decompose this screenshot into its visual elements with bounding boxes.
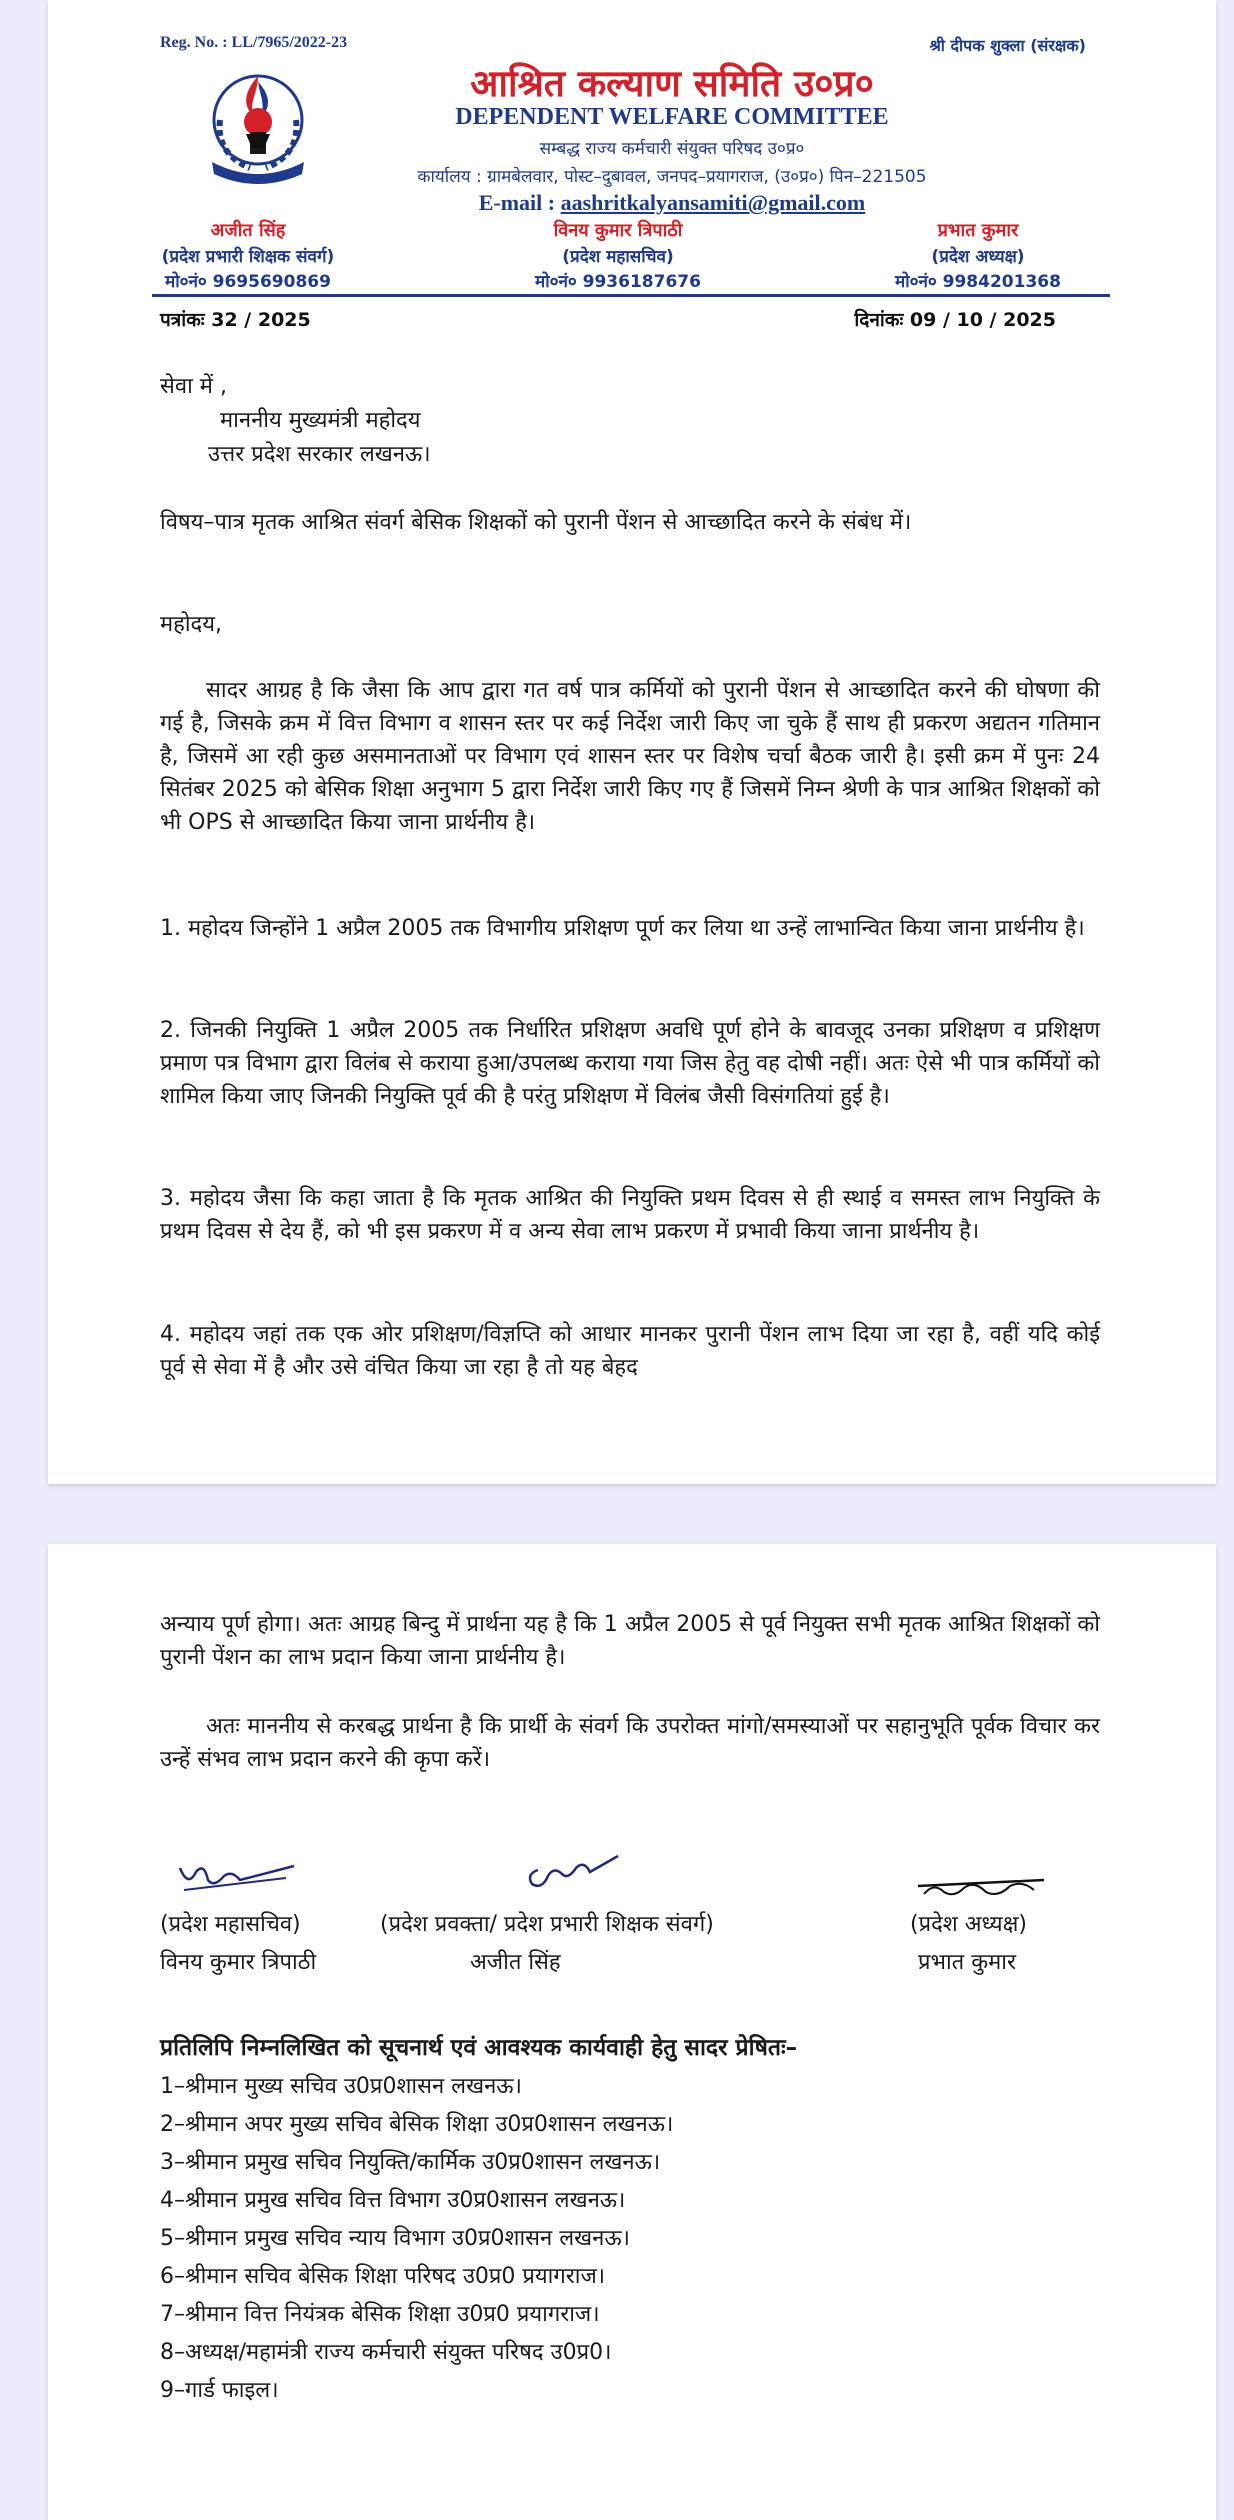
official-designation: (प्रदेश महासचिव)	[562, 247, 674, 267]
letter-date: दिनांकः 09 / 10 / 2025	[854, 309, 1056, 331]
paragraph-intro: सादर आग्रह है कि जैसा कि आप द्वारा गत वर्ष पात्र कर्मियों को पुरानी पेंशन से आच्छादित करने की घोषणा की गई है, जिसके क्रम में वित्त विभाग व शासन स्तर पर कई निर्देश जारी किए जा चुके हैं साथ ही प्रकरण अद्यतन गतिमान है, जिसमें आ रही कुछ असमानताओं पर विभाग एवं शासन स्तर पर विशेष चर्चा बैठक जारी है। इसी क्रम में पुनः 24 सितंबर 2025 को बेसिक शिक्षा अनुभाग 5 द्वारा निर्देश जारी किए गए हैं जिसमें निम्न श्रेणी के पात्र आश्रित शिक्षकों को भी OPS से आच्छादित किया जाना प्रार्थनीय है।	[160, 678, 1100, 835]
signature-1-icon	[174, 1858, 304, 1898]
list-item: 6–श्रीमान सचिव बेसिक शिक्षा परिषद उ0प्र0 प्रयागराज।	[160, 2264, 606, 2289]
official-designation: (प्रदेश प्रभारी शिक्षक संवर्ग)	[161, 247, 335, 267]
list-item: 3–श्रीमान प्रमुख सचिव नियुक्ति/कार्मिक उ0प्र0शासन लखनऊ।	[160, 2150, 661, 2175]
point-3: 3. महोदय जैसा कि कहा जाता है कि मृतक आश्रित की नियुक्ति प्रथम दिवस से ही स्थाई व समस्त लाभ नियुक्ति के प्रथम दिवस से देय हैं, को भी इस प्रकरण में व अन्य सेवा लाभ प्रकरण में प्रभावी किया जाना प्रार्थनीय है।	[160, 1186, 1100, 1244]
signatory-1-designation: (प्रदेश महासचिव)	[160, 1912, 301, 1937]
official-1	[98, 218, 398, 292]
document-page-1	[48, 0, 1216, 1484]
official-name: विनय कुमार त्रिपाठी	[553, 220, 683, 241]
list-item: 5–श्रीमान प्रमुख सचिव न्याय विभाग उ0प्र0शासन लखनऊ।	[160, 2226, 630, 2251]
official-name: प्रभात कुमार	[937, 220, 1019, 241]
list-item: 1–श्रीमान मुख्य सचिव उ0प्र0शासन लखनऊ।	[160, 2074, 522, 2099]
signatory-2-name: अजीत सिंह	[470, 1950, 561, 1975]
official-2	[468, 218, 768, 292]
point-4-continued: अन्याय पूर्ण होगा। अतः आग्रह बिन्दु में प्रार्थना यह है कि 1 अप्रैल 2005 से पूर्व नियुक्त सभी मृतक आश्रित शिक्षकों को पुरानी पेंशन का लाभ प्रदान किया जाना प्रार्थनीय है।	[160, 1612, 1100, 1670]
patron-name: श्री दीपक शुक्ला (संरक्षक)	[929, 36, 1086, 55]
affiliation-line: सम्बद्ध राज्य कर्मचारी संयुक्त परिषद उ०प्र०	[539, 139, 805, 159]
salutation: महोदय,	[160, 612, 222, 637]
signature-3-icon	[914, 1872, 1054, 1902]
point-4: 4. महोदय जहां तक एक ओर प्रशिक्षण/विज्ञप्ति को आधार मानकर पुरानी पेंशन लाभ दिया जा रहा है, वहीं यदि कोई पूर्व से सेवा में है और उसे वंचित किया जा रहा है तो यह बेहद	[160, 1322, 1100, 1380]
organization-name-hindi: आश्रित कल्याण समिति उ०प्र०	[470, 62, 874, 105]
list-item: 4–श्रीमान प्रमुख सचिव वित्त विभाग उ0प्र0शासन लखनऊ।	[160, 2188, 626, 2213]
official-name: अजीत सिंह	[210, 220, 286, 241]
list-item: 2–श्रीमान अपर मुख्य सचिव बेसिक शिक्षा उ0प्र0शासन लखनऊ।	[160, 2112, 674, 2137]
recipient-line-3: उत्तर प्रदेश सरकार लखनऊ।	[208, 442, 431, 467]
email-link[interactable]: aashritkalyansamiti@gmail.com	[560, 190, 866, 215]
official-3	[828, 218, 1128, 292]
copy-to-list	[160, 2068, 673, 2410]
signatory-1-name: विनय कुमार त्रिपाठी	[160, 1950, 317, 1975]
signatory-2-designation: (प्रदेश प्रवक्ता/ प्रदेश प्रभारी शिक्षक संवर्ग)	[380, 1912, 714, 1937]
point-1: 1. महोदय जिन्होंने 1 अप्रैल 2005 तक विभागीय प्रशिक्षण पूर्ण कर लिया था उन्हें लाभान्वित किया जाना प्रार्थनीय है।	[160, 916, 1085, 941]
list-item: 8–अध्यक्ष/महामंत्री राज्य कर्मचारी संयुक्त परिषद उ0प्र0।	[160, 2340, 612, 2365]
email-line	[48, 190, 1216, 216]
official-designation: (प्रदेश अध्यक्ष)	[931, 247, 1025, 267]
letterhead-divider	[152, 294, 1110, 297]
official-phone: मो०नं० 9936187676	[535, 272, 701, 292]
recipient-line-1: सेवा में ,	[160, 374, 227, 399]
registration-number: Reg. No. : LL/7965/2022-23	[160, 34, 348, 51]
subject-line: विषय–पात्र मृतक आश्रित संवर्ग बेसिक शिक्षकों को पुरानी पेंशन से आच्छादित करने के संबंध में।	[160, 510, 912, 535]
official-phone: मो०नं० 9984201368	[895, 272, 1061, 292]
list-item: 7–श्रीमान वित्त नियंत्रक बेसिक शिक्षा उ0प्र0 प्रयागराज।	[160, 2302, 600, 2327]
document-page-2	[48, 1544, 1216, 2520]
office-address: कार्यालय : ग्रामबेलवार, पोस्ट–दुबावल, जनपद–प्रयागराज, (उ०प्र०) पिन–221505	[417, 167, 927, 187]
recipient-line-2: माननीय मुख्यमंत्री महोदय	[220, 408, 421, 433]
copy-to-heading: प्रतिलिपि निम्नलिखित को सूचनार्थ एवं आवश्यक कार्यवाही हेतु सादर प्रेषितः–	[160, 2035, 798, 2061]
point-2: 2. जिनकी नियुक्ति 1 अप्रैल 2005 तक निर्धारित प्रशिक्षण अवधि पूर्ण होने के बावजूद उनका प्रशिक्षण व प्रशिक्षण प्रमाण पत्र विभाग द्वारा विलंब से कराया हुआ/उपलब्ध कराया गया जिस हेतु वह दोषी नहीं। अतः ऐसे भी पात्र कर्मियों को शामिल किया जाए जिनकी नियुक्ति पूर्व की है परंतु प्रशिक्षण में विलंब जैसी विसंगतियां हुई है।	[160, 1018, 1100, 1109]
signature-2-icon	[518, 1850, 628, 1894]
reference-number: पत्रांकः 32 / 2025	[160, 309, 311, 331]
signatory-3-designation: (प्रदेश अध्यक्ष)	[910, 1912, 1027, 1937]
signatory-3-name: प्रभात कुमार	[918, 1950, 1016, 1975]
email-label: E-mail :	[478, 190, 561, 215]
list-item: 9–गार्ड फाइल।	[160, 2378, 279, 2403]
official-phone: मो०नं० 9695690869	[165, 272, 331, 292]
organization-name-english: DEPENDENT WELFARE COMMITTEE	[455, 104, 889, 130]
closing-paragraph: अतः माननीय से करबद्ध प्रार्थना है कि प्रार्थी के संवर्ग कि उपरोक्त मांगो/समस्याओं पर सहानुभूति पूर्वक विचार कर उन्हें संभव लाभ प्रदान करने की कृपा करें।	[160, 1714, 1100, 1772]
